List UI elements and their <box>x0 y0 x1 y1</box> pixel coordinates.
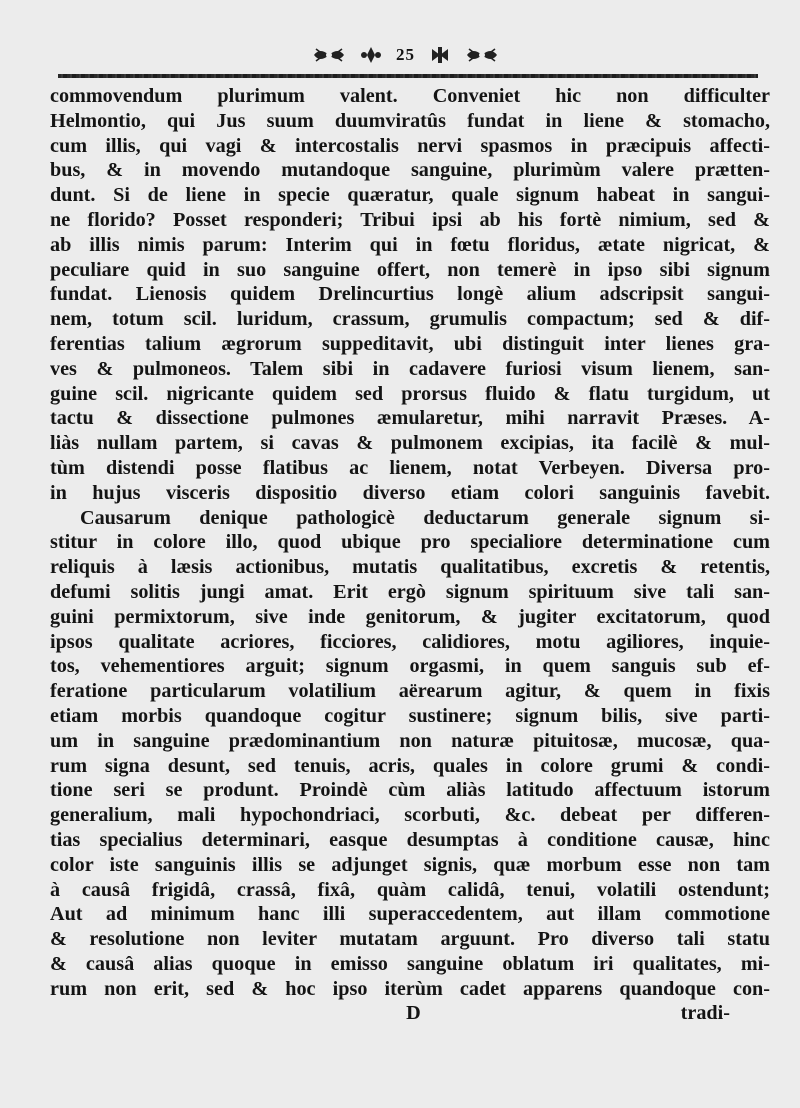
page-number: 25 <box>396 45 415 64</box>
text-line: guini permixtorum, sive inde genitorum, & jugiter excitatorum, quod <box>50 605 770 628</box>
text-line: ves & pulmoneos. Talem sibi in cadavere furiosi visum lienem, san- <box>50 357 770 380</box>
printer-ornament-icon <box>465 46 499 64</box>
text-line: um in sanguine prædominantium non naturæ pituitosæ, mucosæ, qua- <box>50 729 770 752</box>
text-line: color iste sanguinis illis se adjunget signis, quæ morbum esse non tam <box>50 853 770 876</box>
text-line: Aut ad minimum hanc illi superaccedentem, aut illam commotione <box>50 903 770 926</box>
text-line: ne florido? Posset responderi; Tribui ipsi ab his fortè nimium, sed & <box>50 208 770 231</box>
text-line: tias specialius determinari, easque desumptas à conditione causæ, hinc <box>50 828 770 851</box>
text-line: ipsos qualitate acriores, ficciores, calidiores, motu agiliores, inquie- <box>50 630 770 653</box>
text-line: ab illis nimis parum: Interim qui in fœtu floridus, ætate nigricat, & <box>50 233 770 256</box>
text-line: generalium, mali hypochondriaci, scorbuti, &c. debeat per differen- <box>50 804 770 827</box>
printer-ornament-icon <box>429 46 451 64</box>
running-header <box>312 46 499 64</box>
text-line: ferentias talium ægrorum suppeditavit, ubi distinguit inter lienes gra- <box>50 332 770 355</box>
header-rule <box>58 74 758 78</box>
text-line: rum signa desunt, sed tenuis, acris, quales in colore grumi & condi- <box>50 754 770 777</box>
printer-ornament-icon <box>360 46 382 64</box>
text-line: bus, & in movendo mutandoque sanguine, plurimùm valere prætten- <box>50 159 770 182</box>
text-line: tos, vehementiores arguit; signum orgasmi, in quem sanguis sub ef- <box>50 655 770 678</box>
text-line: cum illis, qui vagi & intercostalis nervi spasmos in præcipuis affecti- <box>50 134 770 157</box>
text-line: tactu & dissectione pulmones æmularetur, mihi narravit Præses. A- <box>50 407 770 430</box>
signature-mark: D <box>406 1002 421 1025</box>
text-line: à causâ frigidâ, crassâ, fixâ, quàm calidâ, tenui, volatili ostendunt; <box>50 878 770 901</box>
text-line: peculiare quid in suo sanguine offert, non temerè in ipso sibi signum <box>50 258 770 281</box>
catchword: tradi- <box>680 1002 730 1025</box>
text-line: tione seri se produnt. Proindè cùm aliàs latitudo affectuum istorum <box>50 779 770 802</box>
text-line: stitur in colore illo, quod ubique pro specialiore determinatione cum <box>50 531 770 554</box>
text-line: rum non erit, sed & hoc ipso iterùm cadet apparens quandoque con- <box>50 977 770 1000</box>
text-line: in hujus visceris dispositio diverso etiam colori sanguinis favebit. <box>50 481 770 504</box>
text-line: commovendum plurimum valent. Conveniet hic non difficulter <box>50 85 770 107</box>
body-text <box>50 84 770 1026</box>
text-line: & causâ alias quoque in emisso sanguine oblatum iri qualitates, mi- <box>50 952 770 975</box>
text-line: Causarum denique pathologicè deductarum generale signum si- <box>80 506 770 529</box>
text-line: defumi solitis jungi amat. Erit ergò signum spirituum sive tali san- <box>50 580 770 603</box>
text-line: guine scil. nigricante quidem sed prorsus fluido & flatu turgidum, ut <box>50 382 770 405</box>
text-line: reliquis à læsis actionibus, mutatis qualitatibus, excretis & retentis, <box>50 556 770 579</box>
text-line: nem, totum scil. luridum, crassum, grumulis compactum; sed & dif- <box>50 308 770 331</box>
text-line: fundat. Lienosis quidem Drelincurtius longè alium adscripsit sangui- <box>50 283 770 306</box>
text-line: liàs nullam partem, si cavas & pulmonem excipias, ita facilè & mul- <box>50 432 770 455</box>
text-line: feratione particularum volatilium aërearum agitur, & quem in fixis <box>50 680 770 703</box>
printer-ornament-icon <box>312 46 346 64</box>
text-line: dunt. Si de liene in specie quæratur, quale signum habeat in sangui- <box>50 184 770 207</box>
text-line: Helmontio, qui Jus suum duumviratûs fundat in liene & stomacho, <box>50 109 770 132</box>
text-line: etiam morbis quandoque cogitur sustinere; signum bilis, sive parti- <box>50 704 770 727</box>
page-footer-line <box>50 1001 770 1026</box>
text-line: tùm distendi posse flatibus ac lienem, notat Verbeyen. Diversa pro- <box>50 456 770 479</box>
text-line: & resolutione non leviter mutatam arguunt. Pro diverso tali statu <box>50 928 770 951</box>
